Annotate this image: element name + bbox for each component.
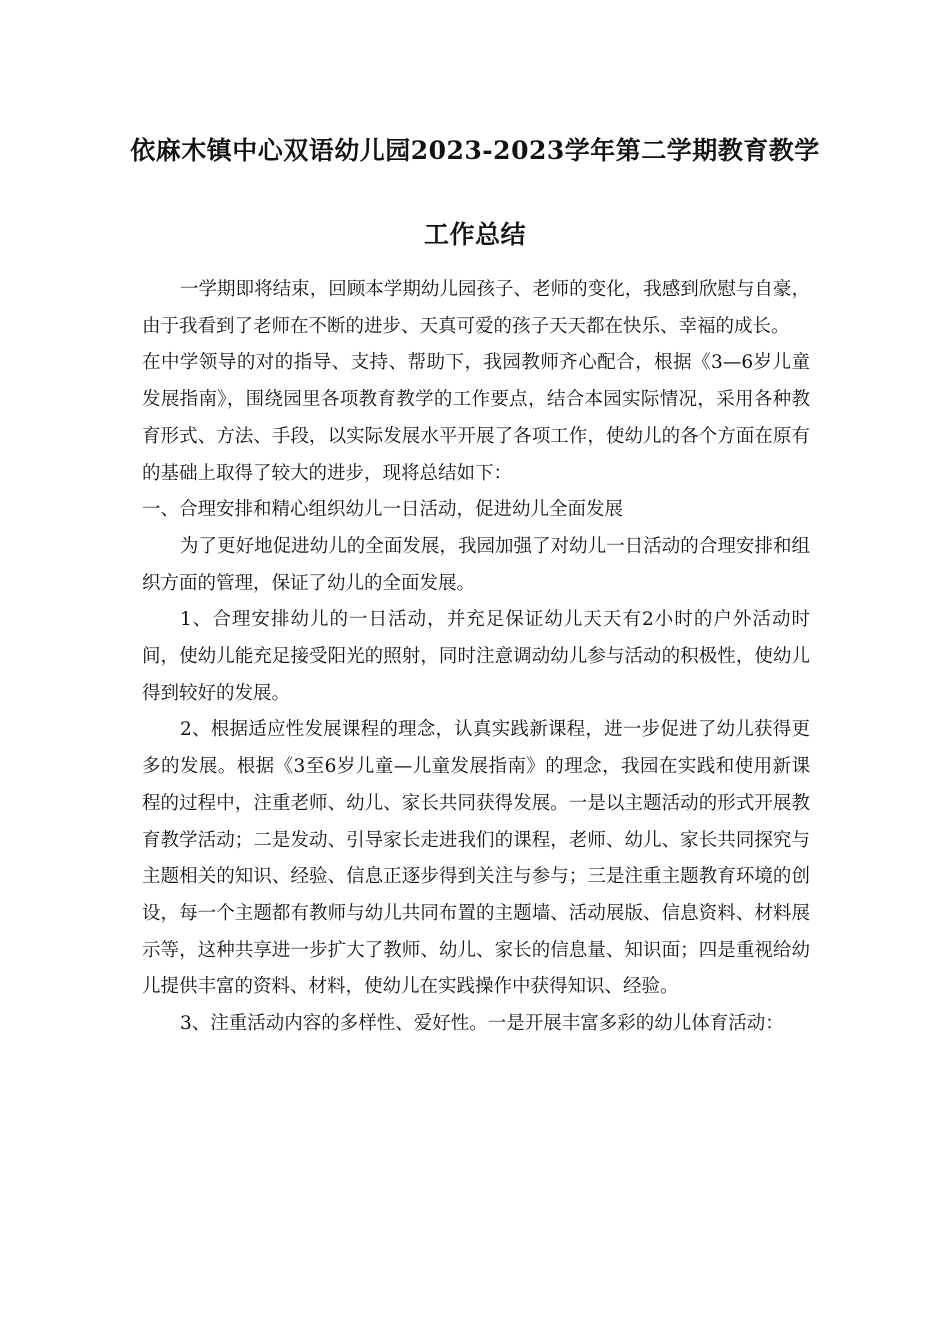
paragraph-section-1-intro: 为了更好地促进幼儿的全面发展，我园加强了对幼儿一日活动的合理安排和组织方面的管理，保证了幼儿的全面发展。 [142,535,810,594]
paragraph-intro: 一学期即将结束，回顾本学期幼儿园孩子、老师的变化，我感到欣慰与自豪，由于我看到了老师在不断的进步、天真可爱的孩子天天都在快乐、幸福的成长。 [142,279,810,337]
paragraph-item-2: 2、根据适应性发展课程的理念，认真实践新课程，进一步促进了幼儿获得更多的发展。根据《3至6岁儿童—儿童发展指南》的理念，我园在实践和使用新课程的过程中，注重老师、幼儿、家长共同获得发展。一是以主题活动的形式开展教育教学活动；二是发动、引导家长走进我们的课程，老师、幼儿、家长共同探究与主题相关的知识、经验、信息正逐步得到关注与参与；三是注重主题教育环境的创设，每一个主题都有教师与幼儿共同布置的主题墙、活动展版、信息资料、材料展示等，这种共享进一步扩大了教师、幼儿、家长的信息量、知识面；四是重视给幼儿提供丰富的资料、材料，使幼儿在实践操作中获得知识、经验。 [142,719,810,998]
document-title-line-1: 依麻木镇中心双语幼儿园2023-2023学年第二学期教育教学 [130,136,820,165]
section-heading-1: 一、合理安排和精心组织幼儿一日活动，促进幼儿全面发展 [142,499,624,521]
paragraph-overview: 在中学领导的对的指导、支持、帮助下，我园教师齐心配合，根据《3—6岁儿童发展指南》，围绕园里各项教育教学的工作要点，结合本园实际情况，采用各种教育形式、方法、手段，以实际发展水平开展了各项工作，使幼儿的各个方面在原有的基础上取得了较大的进步，现将总结如下： [142,352,810,484]
paragraph-item-3: 3、注重活动内容的多样性、爱好性。一是开展丰富多彩的幼儿体育活动： [180,1013,784,1035]
document-body [142,272,810,1043]
paragraph-item-1: 1、合理安排幼儿的一日活动，并充足保证幼儿天天有2小时的户外活动时间，使幼儿能充足接受阳光的照射，同时注意调动幼儿参与活动的积极性，使幼儿得到较好的发展。 [142,609,810,704]
document-title-line-2: 工作总结 [423,220,526,249]
